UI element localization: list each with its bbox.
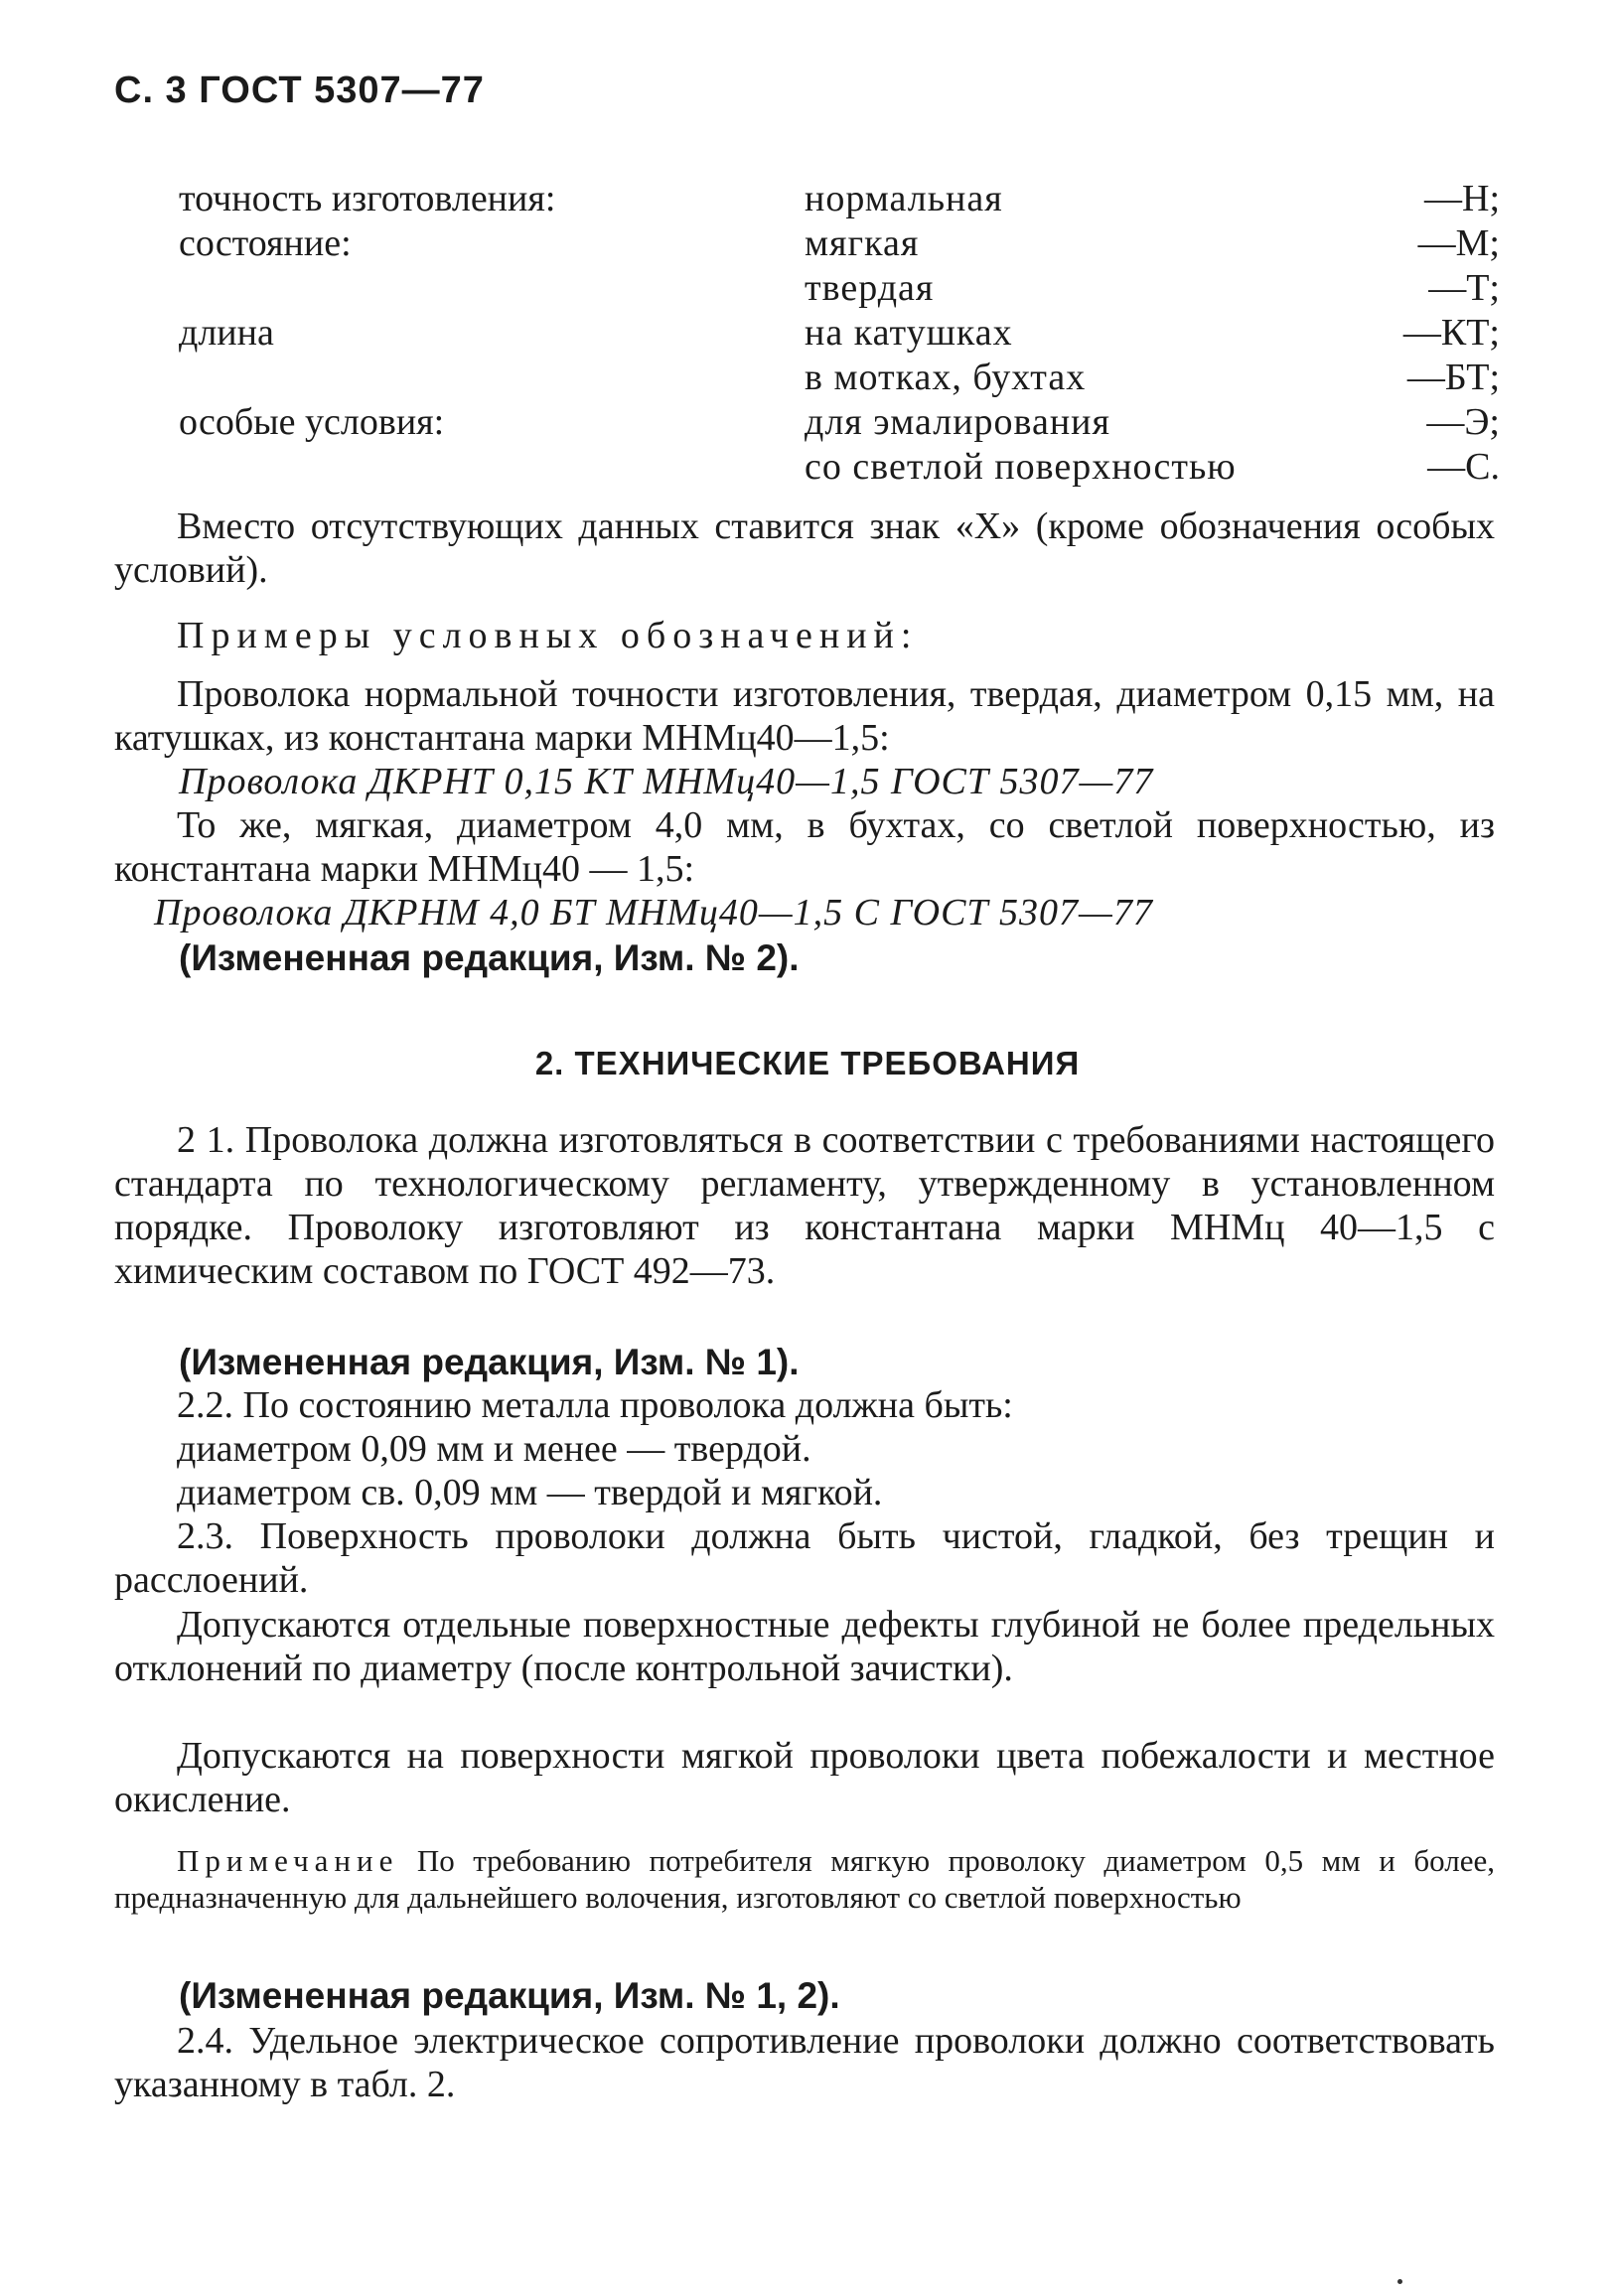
amendment-note: (Измененная редакция, Изм. № 2). [179, 937, 800, 978]
designation-row [179, 445, 1500, 490]
designation-label: особые условия: [179, 401, 445, 443]
designation-row [179, 221, 1500, 266]
designation-value: нормальная [805, 178, 1003, 219]
designation-list [179, 177, 1500, 490]
designation-row [179, 266, 1500, 311]
designation-row [179, 177, 1500, 221]
designation-value: в мотках, бухтах [805, 357, 1087, 398]
page-header: С. 3 ГОСТ 5307—77 [114, 70, 485, 111]
designation-label: точность изготовления: [179, 178, 556, 219]
paragraph-2-1: 2 1. Проволока должна изготовляться в соответствии с требованиями настоящего стандарта по технологическому регламенту, утвержденному в установленном порядке. Проволоку изготовляют из константана марки МНМц 40—1,5 с химическим составом по ГОСТ 492—73. [114, 1119, 1495, 1292]
designation-code: —КТ; [1402, 312, 1500, 354]
paragraph-2-2-item: диаметром св. 0,09 мм — твердой и мягкой. [177, 1472, 883, 1513]
amendment-note: (Измененная редакция, Изм. № 1, 2). [179, 1975, 840, 2016]
designation-code: —Т; [1428, 267, 1500, 309]
designation-value: для эмалирования [805, 401, 1110, 443]
designation-code: —Н; [1424, 178, 1500, 219]
designation-row [179, 356, 1500, 400]
speck-mark [1397, 2279, 1402, 2284]
paragraph-2-2-item: диаметром 0,09 мм и менее — твердой. [177, 1428, 811, 1470]
designation-value: со светлой поверхностью [805, 446, 1237, 488]
examples-heading: Примеры условных обозначений: [177, 615, 919, 656]
designation-value: мягкая [805, 222, 920, 264]
designation-code: —С. [1427, 446, 1500, 488]
paragraph-2-4: 2.4. Удельное электрическое сопротивление проволоки должно соответствовать указанному в табл. 2. [114, 2020, 1495, 2105]
example-2-text: То же, мягкая, диаметром 4,0 мм, в бухтах, со светлой поверхностью, из константана марки МНМц40 — 1,5: [114, 804, 1495, 890]
designation-row [179, 311, 1500, 356]
designation-code: —М; [1417, 222, 1500, 264]
example-1-text: Проволока нормальной точности изготовления, твердая, диаметром 0,15 мм, на катушках, из константана марки МНМц40—1,5: [114, 673, 1495, 759]
example-2-designation: Проволока ДКРНМ 4,0 БТ МНМц40—1,5 С ГОСТ 5307—77 [154, 892, 1153, 933]
designation-code: —БТ; [1406, 357, 1500, 398]
paragraph-2-3: 2.3. Поверхность проволоки должна быть чистой, гладкой, без трещин и расслоений. [114, 1515, 1495, 1601]
section-title: 2. ТЕХНИЧЕСКИЕ ТРЕБОВАНИЯ [534, 1045, 1081, 1081]
designation-value: на катушках [805, 312, 1013, 354]
designation-label: состояние: [179, 222, 352, 264]
designation-row [179, 400, 1500, 445]
paragraph-2-3-defects: Допускаются отдельные поверхностные дефекты глубиной не более предельных отклонений по диаметру (после контрольной зачистки). [114, 1604, 1495, 1689]
designation-code: —Э; [1426, 401, 1500, 443]
designation-value: твердая [805, 267, 935, 309]
absence-paragraph: Вместо отсутствующих данных ставится знак «Х» (кроме обозначения особых условий). [114, 505, 1495, 591]
amendment-note: (Измененная редакция, Изм. № 1). [179, 1342, 800, 1382]
paragraph-2-3-tarnish: Допускаются на поверхности мягкой проволоки цвета побежалости и местное окисление. [114, 1735, 1495, 1820]
designation-label: длина [179, 312, 274, 354]
note-block [114, 1842, 1495, 1916]
note-label: Примечание [177, 1843, 399, 1878]
paragraph-2-2: 2.2. По состоянию металла проволока должна быть: [177, 1384, 1013, 1426]
example-1-designation: Проволока ДКРНТ 0,15 КТ МНМц40—1,5 ГОСТ 5307—77 [179, 761, 1154, 802]
note-text: По требованию потребителя мягкую проволоку диаметром 0,5 мм и более, предназначенную для дальнейшего волочения, изготовляют со светлой поверхностью [114, 1843, 1495, 1915]
